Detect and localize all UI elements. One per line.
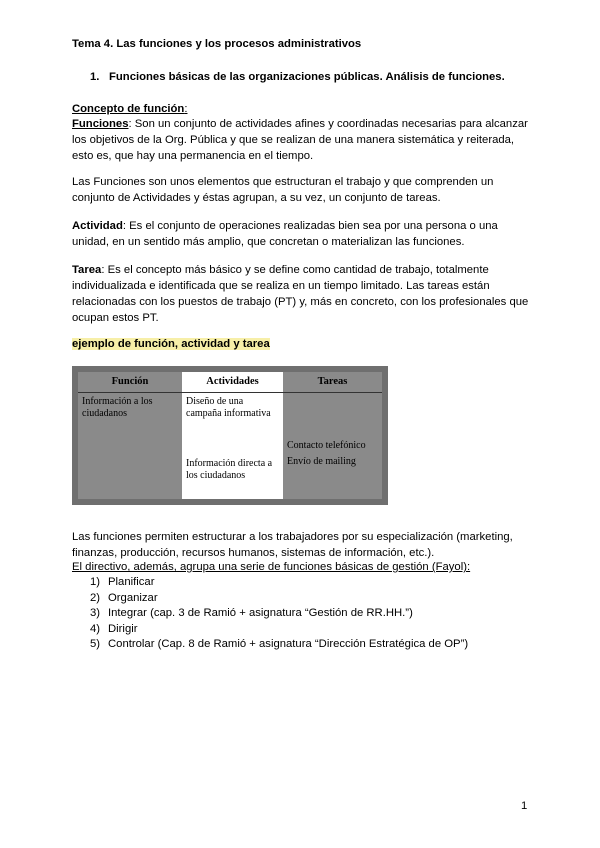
list-item-number: 3) — [90, 607, 101, 620]
table-cell-actividad-1: Diseño de una campaña informativa — [186, 396, 271, 419]
directivo-colon: : — [466, 561, 471, 573]
list-item — [90, 590, 468, 606]
example-table-body — [78, 372, 382, 499]
document-title: Tema 4. Las funciones y los procesos administrativos — [72, 38, 362, 50]
example-heading: ejemplo de función, actividad y tarea — [72, 338, 270, 350]
tarea-definition: : Es el concepto más básico y se define como cantidad de trabajo, totalmente individualizada e identificada que se realiza en un tiempo limitado. Las tareas están relacionadas con los puestos de trabajo (PT) y, más en concreto, con los profesionales que ocupan estos PT. — [72, 264, 529, 324]
section-heading — [90, 69, 505, 85]
table-header-tareas: Tareas — [317, 376, 348, 387]
page-number: 1 — [521, 800, 528, 812]
table-header-funcion: Función — [111, 376, 149, 387]
list-item-text: Integrar (cap. 3 de Ramió + asignatura “Gestión de RR.HH.”) — [108, 607, 413, 620]
actividad-paragraph — [72, 218, 532, 250]
fayol-functions-list — [90, 574, 468, 652]
section-number: 1. — [90, 71, 100, 83]
list-item — [90, 574, 468, 590]
list-item — [90, 621, 468, 637]
example-table — [72, 366, 388, 505]
tarea-paragraph — [72, 262, 532, 326]
concept-heading-colon: : — [184, 103, 188, 115]
actividad-term: Actividad — [72, 220, 123, 232]
list-item-text: Dirigir — [108, 622, 138, 635]
table-cell-tarea-2: Envío de mailing — [287, 456, 356, 467]
list-item-number: 1) — [90, 576, 101, 588]
funciones-structure-paragraph: Las Funciones son unos elementos que estructuran el trabajo y que comprenden un conjunto de Actividades y éstas agrupan, a su vez, un conjunto de tareas. — [72, 176, 494, 204]
list-item-text: Controlar (Cap. 8 de Ramió + asignatura “Dirección Estratégica de OP”) — [108, 638, 469, 651]
list-item — [90, 605, 468, 621]
funciones-term: Funciones — [72, 118, 129, 130]
section-heading-text: Funciones básicas de las organizaciones públicas. Análisis de funciones. — [109, 71, 505, 83]
concept-heading: Concepto de función — [72, 103, 185, 115]
list-item-number: 2) — [90, 591, 101, 604]
table-header-actividades: Actividades — [182, 372, 283, 392]
example-heading-line — [72, 336, 532, 352]
table-cell-tarea-1: Contacto telefónico — [287, 440, 366, 451]
table-cell-funcion: Información a los ciudadanos — [82, 396, 153, 419]
table-header-divider — [78, 392, 382, 393]
concept-heading-line — [72, 101, 532, 117]
list-item — [90, 636, 468, 652]
table-cell-actividad-2: Información directa a los ciudadanos — [186, 458, 273, 481]
funciones-paragraph — [72, 116, 532, 164]
directivo-text: El directivo, además, agrupa una serie de funciones básicas de gestión (Fayol) — [72, 561, 467, 573]
directivo-line — [72, 559, 532, 575]
list-item-text: Organizar — [108, 591, 158, 604]
actividad-definition: : Es el conjunto de operaciones realizadas bien sea por una persona o una unidad, en un sentido más amplio, que concretan o materializan las funciones. — [72, 220, 498, 248]
list-item-number: 5) — [90, 638, 101, 651]
funciones-definition: : Son un conjunto de actividades afines y coordinadas necesarias para alcanzar los objetivos de la Org. Pública y que se realizan de una manera sistemática y reiterada, esto es, que hay una permanencia en el tiempo. — [72, 118, 528, 162]
list-item-number: 4) — [90, 622, 101, 635]
list-item-text: Planificar — [108, 576, 155, 588]
tarea-term: Tarea — [72, 264, 102, 276]
structure-paragraph: Las funciones permiten estructurar a los trabajadores por su especialización (marketing, finanzas, producción, recursos humanos, sistemas de información, etc.). — [72, 531, 513, 559]
